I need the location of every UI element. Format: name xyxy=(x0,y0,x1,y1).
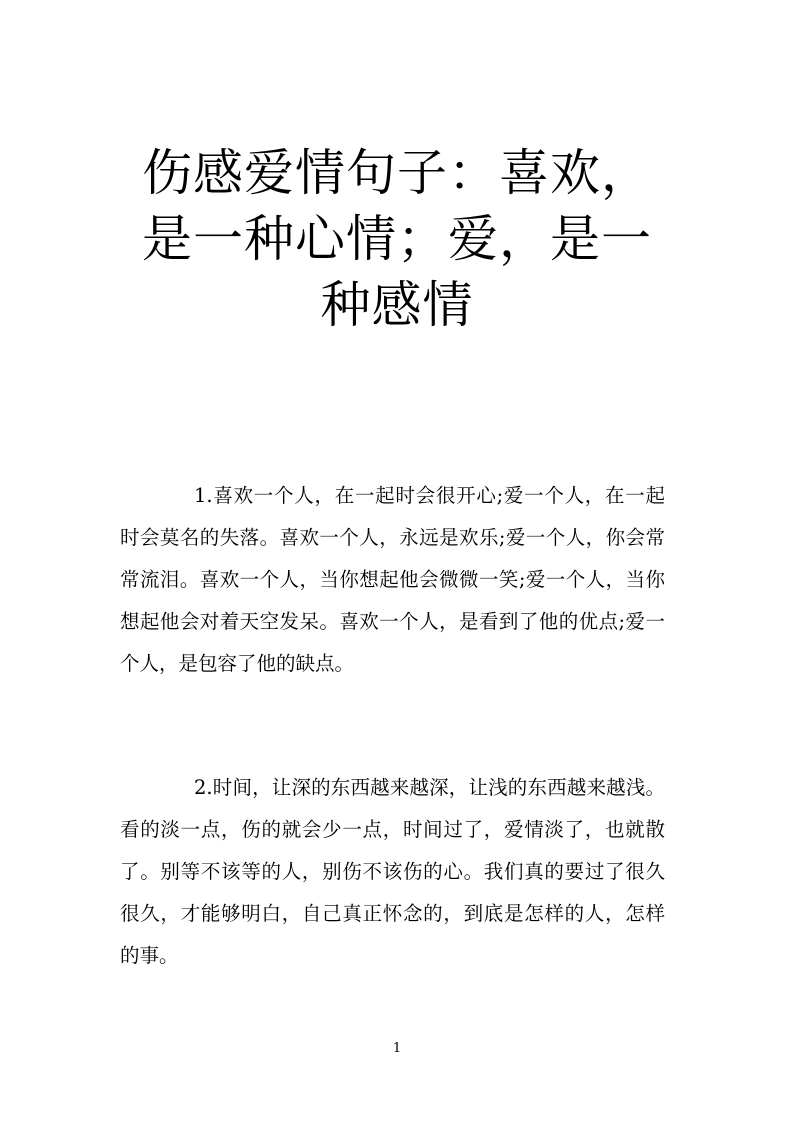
paragraph-2: 2.时间，让深的东西越来越深，让浅的东西越来越浅。看的淡一点，伤的就会少一点，时间过了，爱情淡了，也就散了。别等不该等的人，别伤不该伤的心。我们真的要过了很久很久，才能够明白，自己真正怀念的，到底是怎样的人，怎样的事。 xyxy=(120,776,665,967)
paragraph-1: 1.喜欢一个人，在一起时会很开心;爱一个人，在一起时会莫名的失落。喜欢一个人，永远是欢乐;爱一个人，你会常常流泪。喜欢一个人，当你想起他会微微一笑;爱一个人，当你想起他会对着天空发呆。喜欢一个人，是看到了他的优点;爱一个人，是包容了他的缺点。 xyxy=(120,484,665,675)
page-number: 1 xyxy=(392,1041,402,1056)
document-title: 伤感爱情句子：喜欢，是一种心情；爱，是一种感情 xyxy=(142,144,652,334)
